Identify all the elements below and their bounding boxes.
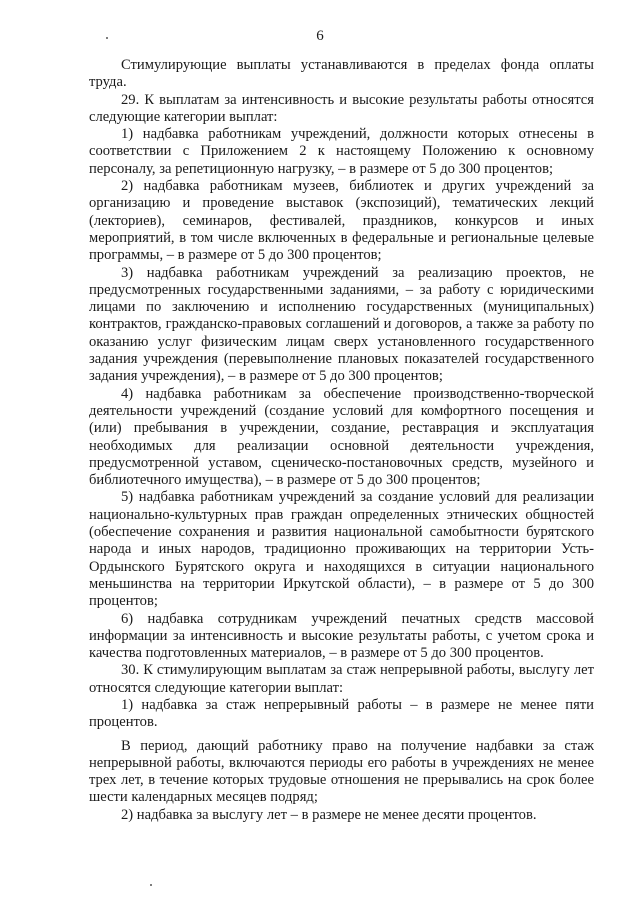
paragraph-service-period: В период, дающий работнику право на получение надбавки за стаж непрерывной работы, включаются периоды его работы в учреждениях не менее трех лет, в течение которых трудовые отношения не прерывались на срок более шести календарных месяцев подряд;	[89, 737, 594, 806]
list-item-30-1: 1) надбавка за стаж непрерывный работы – в размере не менее пяти процентов.	[89, 696, 594, 731]
list-item-29-6: 6) надбавка сотрудникам учреждений печатных средств массовой информации за интенсивность и высокие результаты работы, с учетом срока и качества подготовленных материалов, – в размере от 5 до 300 процентов.	[89, 610, 594, 662]
list-item-29-4: 4) надбавка работникам за обеспечение производственно-творческой деятельности учреждений (создание условий для комфортного посещения и (или) пребывания в учреждении, создание, реставрация и эксплуатация необходимых для реализации основной деятельности учреждения, предусмотренной уставом, сценическо-постановочных средств, музейного и библиотечного имущества), – в размере от 5 до 300 процентов;	[89, 385, 594, 489]
list-item-29-3: 3) надбавка работникам учреждений за реализацию проектов, не предусмотренных государственными заданиями, – за работу с юридическими лицами по заключению и исполнению государственных (муниципальных) контрактов, гражданско-правовых соглашений и договоров, а также за работу по оказанию услуг физическим лицам сверх установленного государственного задания учреждения (перевыполнение плановых показателей государственного задания учреждения), – в размере от 5 до 300 процентов;	[89, 264, 594, 385]
scan-speck	[150, 884, 152, 886]
list-item-29-2: 2) надбавка работникам музеев, библиотек и других учреждений за организацию и проведение выставок (экспозиций), тематических лекций (лекториев), семинаров, фестивалей, праздников, конкурсов и иных мероприятий, в том числе включенных в федеральные и региональные целевые программы, – в размере от 5 до 300 процентов;	[89, 178, 594, 264]
page-number: 6	[316, 28, 324, 44]
paragraph-section-30: 30. К стимулирующим выплатам за стаж непрерывной работы, выслугу лет относятся следующие категории выплат:	[89, 662, 594, 696]
list-item-29-5: 5) надбавка работникам учреждений за создание условий для реализации национально-культурных прав граждан определенных этнических общностей (обеспечение сохранения и развития национальной самобытности бурятского народа и иных народов, традиционно проживающих на территории Усть-Ордынского Бурятского округа и находящихся в ситуации национального меньшинства на территории Иркутской области), – в размере от 5 до 300 процентов;	[89, 489, 594, 610]
paragraph-section-29: 29. К выплатам за интенсивность и высокие результаты работы относятся следующие категории выплат:	[89, 91, 594, 125]
document-body	[89, 57, 594, 824]
list-item-30-2: 2) надбавка за выслугу лет – в размере не менее десяти процентов.	[121, 806, 537, 823]
list-item-29-1: 1) надбавка работникам учреждений, должности которых отнесены в соответствии с Приложением 2 к настоящему Положению к основному персоналу, за репетиционную нагрузку, – в размере от 5 до 300 процентов;	[89, 126, 594, 177]
paragraph-funding-limit: Стимулирующие выплаты устанавливаются в пределах фонда оплаты труда.	[89, 57, 594, 91]
scan-speck	[106, 37, 108, 39]
